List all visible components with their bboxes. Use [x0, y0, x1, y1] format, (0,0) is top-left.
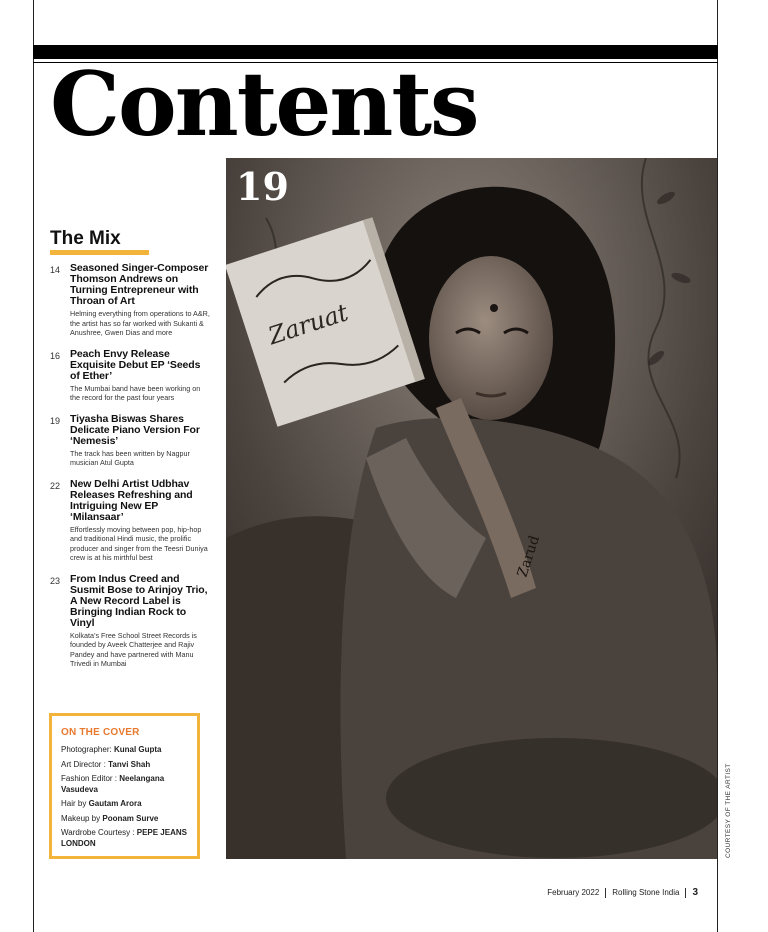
credit-label: Photographer:	[61, 745, 114, 754]
article-item[interactable]	[50, 349, 210, 403]
article-page-number: 14	[50, 265, 61, 275]
article-list	[50, 263, 210, 680]
credit-name: PEPE JEANS LONDON	[61, 828, 187, 848]
article-dek: The track has been written by Nagpur musician Atul Gupta	[70, 448, 190, 467]
credit-label: Wardrobe Courtesy :	[61, 828, 137, 837]
cover-credit	[61, 745, 189, 756]
article-page-number: 23	[50, 575, 61, 586]
photo-page-number: 19	[236, 164, 289, 209]
footer-issue: February 2022	[547, 888, 600, 897]
article-item[interactable]	[50, 479, 210, 563]
article-page-number: 22	[50, 480, 61, 491]
contents-heading: Contents	[50, 52, 478, 156]
credit-name: Tanvi Shah	[108, 759, 151, 769]
credit-name: Kunal Gupta	[113, 745, 162, 754]
credit-name: Neelangana Vasudeva	[61, 774, 165, 794]
book-cover-text: Zaruat	[264, 298, 352, 351]
cover-credit	[61, 760, 189, 771]
tattoo-text: Zarud	[514, 533, 544, 580]
credit-name: Poonam Surve	[102, 813, 159, 823]
article-item[interactable]	[50, 414, 210, 468]
bindi	[490, 304, 498, 312]
lap-shadow	[386, 738, 717, 858]
cover-heading: ON THE COVER	[61, 727, 140, 738]
article-dek: Effortlessly moving between pop, hip-hop and traditional Hindi music, the prolific producer and singer from the Teesri Duniya crew is at his mirthful best	[70, 524, 208, 562]
article-dek: Helming everything from operations to A&R, the artist has so far worked with Sukanti & Anushree, Gwen Dias and more	[70, 309, 210, 337]
footer-page-number: 3	[692, 887, 698, 898]
credit-label: Makeup by	[61, 813, 103, 823]
section-title: The Mix	[50, 228, 121, 249]
article-title[interactable]: Peach Envy Release Exquisite Debut EP ‘Seeds of Ether’	[70, 347, 201, 382]
page-footer	[547, 887, 698, 898]
photo-credit: COURTESY OF THE ARTIST	[725, 763, 732, 858]
article-dek: The Mumbai band have been working on the record for the past four years	[70, 383, 201, 402]
on-the-cover-box	[49, 713, 200, 859]
article-item[interactable]	[50, 574, 210, 669]
cover-photo[interactable]	[226, 158, 717, 859]
credit-label: Art Director :	[61, 759, 109, 769]
cover-credit	[61, 814, 189, 825]
article-item[interactable]	[50, 263, 210, 338]
article-title[interactable]: From Indus Creed and Susmit Bose to Arinjoy Trio, A New Record Label is Bringing Indian Rock to Vinyl	[70, 572, 208, 629]
article-title[interactable]: Seasoned Singer-Composer Thomson Andrews on Turning Entrepreneur with Throan of Art	[70, 262, 209, 307]
footer-divider	[605, 888, 606, 898]
credit-label: Hair by	[61, 799, 89, 808]
article-page-number: 19	[50, 415, 61, 426]
article-dek: Kolkata’s Free School Street Records is founded by Aveek Chatterjee and Rajiv Pandey and have partnered with Manu Trivedi in Mumbai	[70, 630, 197, 668]
cover-credit	[61, 799, 189, 810]
article-title[interactable]: Tiyasha Biswas Shares Delicate Piano Version For ‘Nemesis’	[70, 412, 200, 447]
portrait-illustration	[226, 158, 717, 859]
cover-credit	[61, 774, 189, 795]
section-underline	[50, 250, 149, 255]
article-page-number: 16	[50, 350, 61, 361]
credit-name: Gautam Arora	[88, 799, 142, 808]
article-title[interactable]: New Delhi Artist Udbhav Releases Refreshing and Intriguing New EP ‘Milansaar’	[70, 477, 193, 523]
credit-label: Fashion Editor :	[61, 774, 120, 783]
footer-divider	[685, 888, 686, 898]
footer-publication: Rolling Stone India	[612, 888, 680, 897]
cover-credit	[61, 828, 189, 849]
